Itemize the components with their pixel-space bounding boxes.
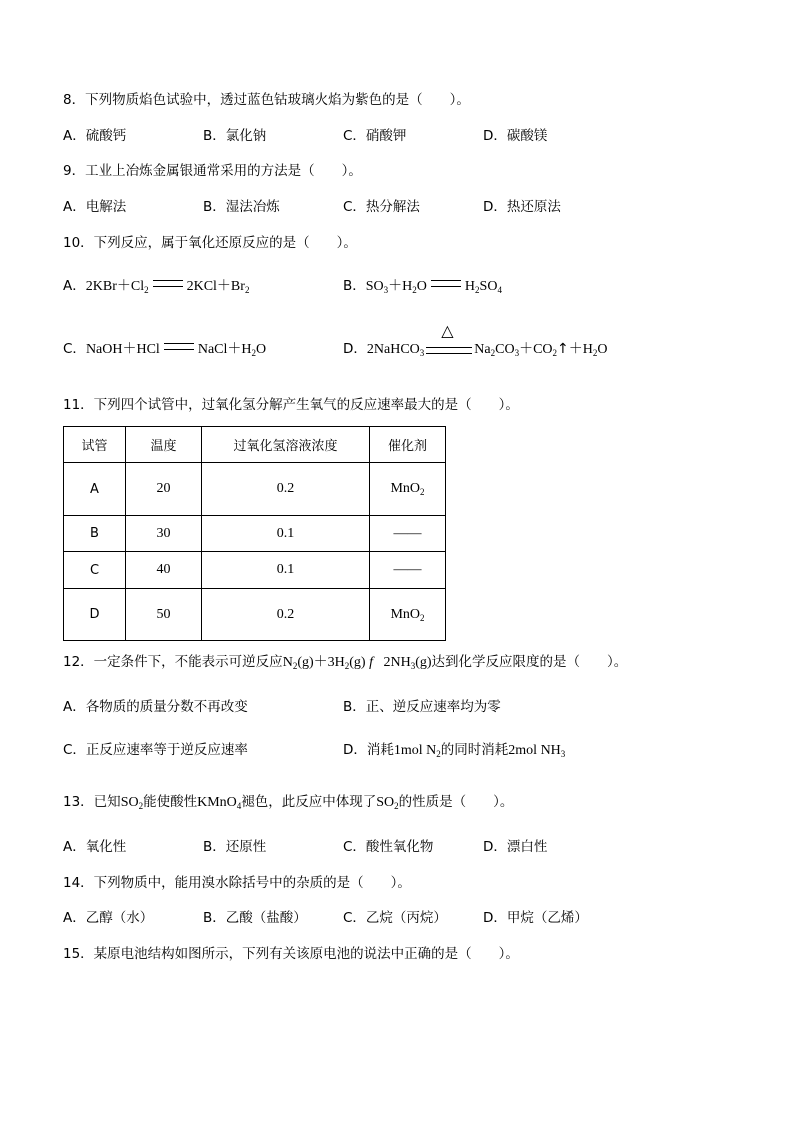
question-12-stem — [63, 653, 627, 672]
q10-label-d: D． — [343, 341, 367, 357]
question-9-stem: 9．工业上冶炼金属银通常采用的方法是（ ）。 — [63, 163, 362, 179]
question-10-stem: 10．下列反应，属于氧化还原反应的是（ ）。 — [63, 235, 357, 251]
q9-option-a: A．电解法 — [63, 199, 127, 215]
question-14-stem: 14．下列物质中，能用溴水除括号中的杂质的是（ ）。 — [63, 875, 411, 891]
equation-c: NaOH＋HCl $NaCl+H_2O$ — [85, 342, 267, 358]
header-catalyst: 催化剂 — [370, 427, 446, 463]
q10-option-a — [63, 277, 249, 296]
equals-sign — [153, 280, 183, 287]
q8-option-a: A．硫酸钙 — [63, 128, 127, 144]
q12-option-b: B．正、逆反应速率均为零 — [343, 699, 501, 715]
equals-sign — [164, 343, 194, 350]
q12-equation: $N_2(g)+3H_2(g)$ f $2NH_3(g)$ — [282, 655, 432, 671]
q10-option-d — [343, 321, 608, 359]
cell-catalyst: MnO$_2$ — [370, 589, 446, 641]
cell-catalyst: —— — [370, 516, 446, 552]
cell-tube: B — [64, 516, 126, 552]
q12-option-d-mid: 的同时消耗 — [440, 742, 509, 758]
table-header-row — [64, 427, 446, 463]
header-temperature: 温度 — [126, 427, 202, 463]
q9-option-b: B．湿法冶炼 — [203, 199, 280, 215]
table-row — [64, 516, 446, 552]
q12-option-c: C．正反应速率等于逆反应速率 — [63, 742, 248, 758]
header-concentration: 过氧化氢溶液浓度 — [202, 427, 370, 463]
gas-up-arrow-icon: ↑ — [557, 341, 569, 357]
table-row — [64, 463, 446, 516]
cell-tube: A — [64, 463, 126, 516]
q10-option-b — [343, 277, 502, 296]
q10-label-a: A． — [63, 278, 86, 294]
q10-option-c — [63, 340, 266, 359]
q13-option-a: A．氧化性 — [63, 839, 127, 855]
cell-temp: 30 — [126, 516, 202, 552]
q8-option-c: C．硝酸钾 — [343, 128, 407, 144]
q13-option-c: C．酸性氧化物 — [343, 839, 434, 855]
equation-d: 2NaHCO$_3$ △ $Na_2CO_3+CO_2↑+H_2O$ — [366, 321, 608, 358]
cell-tube: C — [64, 552, 126, 589]
q13-stem-c: 褪色，此反应中体现了 — [241, 794, 377, 810]
cell-conc: 0.2 — [202, 589, 370, 641]
q12-option-a: A．各物质的质量分数不再改变 — [63, 699, 248, 715]
q10-label-b: B． — [343, 278, 366, 294]
cell-temp: 40 — [126, 552, 202, 589]
q12-option-d-label: D．消耗 — [343, 742, 394, 758]
q10-label-c: C． — [63, 341, 86, 357]
heating-condition — [426, 321, 472, 357]
equation-a: $2KBr+Cl_2$ $2KCl+Br_2$ — [85, 279, 250, 295]
q13-stem-b: 能使酸性 — [143, 794, 198, 810]
q8-option-b: B．氯化钠 — [203, 128, 267, 144]
cell-temp: 50 — [126, 589, 202, 641]
q13-stem-d: 的性质是（ ）。 — [398, 794, 514, 810]
cell-conc: 0.1 — [202, 552, 370, 589]
q14-option-a: A．乙醇（水） — [63, 910, 154, 926]
table-row — [64, 589, 446, 641]
reaction-rate-table — [63, 426, 446, 641]
q13-option-d: D．漂白性 — [483, 839, 548, 855]
question-15-stem: 15．某原电池结构如图所示，下列有关该原电池的说法中正确的是（ ）。 — [63, 946, 519, 962]
header-tube: 试管 — [64, 427, 126, 463]
q13-stem-a: 13．已知 — [63, 794, 121, 810]
q14-option-b: B．乙酸（盐酸） — [203, 910, 307, 926]
cell-conc: 0.1 — [202, 516, 370, 552]
question-11-stem: 11．下列四个试管中，过氧化氢分解产生氧气的反应速率最大的是（ ）。 — [63, 397, 519, 413]
q9-option-d: D．热还原法 — [483, 199, 561, 215]
cell-tube: D — [64, 589, 126, 641]
heat-triangle-icon: △ — [441, 321, 454, 340]
q14-option-d: D．甲烷（乙烯） — [483, 910, 588, 926]
q12-stem-prefix: 12．一定条件下，不能表示可逆反应 — [63, 654, 283, 670]
cell-temp: 20 — [126, 463, 202, 516]
q9-option-c: C．热分解法 — [343, 199, 420, 215]
q8-option-d: D．碳酸镁 — [483, 128, 548, 144]
q12-stem-suffix: 达到化学反应限度的是（ ）。 — [431, 654, 628, 670]
table-row — [64, 552, 446, 589]
q12-option-d: D．消耗1mol $N_2$的同时消耗2mol $NH_3$ — [343, 742, 566, 759]
q14-option-c: C．乙烷（丙烷） — [343, 910, 447, 926]
cell-catalyst: —— — [370, 552, 446, 589]
question-13-stem: 13．已知$SO_2$能使酸性KMnO$_4$褪色，此反应中体现了$SO_2$的性质是（ ）。 — [63, 794, 514, 811]
cell-conc: 0.2 — [202, 463, 370, 516]
cell-catalyst: MnO$_2$ — [370, 463, 446, 516]
equals-sign — [431, 280, 461, 287]
q13-option-b: B．还原性 — [203, 839, 267, 855]
question-8-stem: 8．下列物质焰色试验中，透过蓝色钴玻璃火焰为紫色的是（ ）。 — [63, 92, 470, 108]
equation-b: $SO_3+H_2O$ $H_2SO_4$ — [365, 279, 502, 295]
